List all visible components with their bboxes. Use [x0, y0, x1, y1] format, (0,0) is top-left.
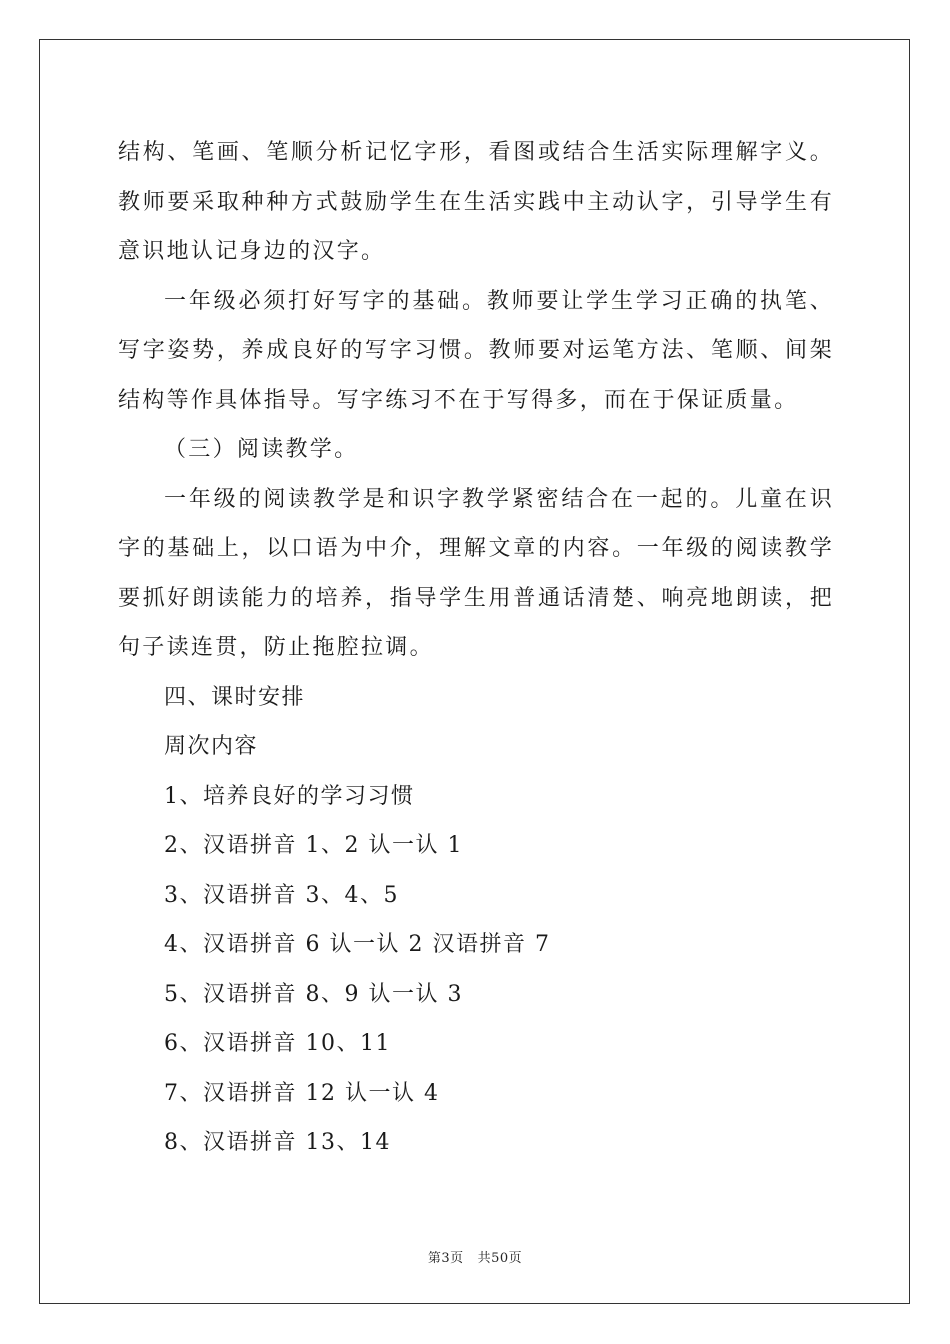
paragraph-reading: 一年级的阅读教学是和识字教学紧密结合在一起的。儿童在识字的基础上，以口语为中介，理解文章的内容。一年级的阅读教学要抓好朗读能力的培养，指导学生用普通话清楚、响亮地朗读，把句子读连贯，防止拖腔拉调。: [118, 486, 834, 660]
schedule-item: 5、汉语拼音 8、9 认一认 3: [164, 981, 463, 1007]
paragraph-literacy: 结构、笔画、笔顺分析记忆字形，看图或结合生活实际理解字义。教师要采取种种方式鼓励学生在生活实践中主动认字，引导学生有意识地认记身边的汉字。: [118, 140, 834, 264]
section-heading-schedule: 四、课时安排: [164, 684, 306, 710]
paragraph-writing: 一年级必须打好写字的基础。教师要让学生学习正确的执笔、写字姿势，养成良好的写字习惯。教师要对运笔方法、笔顺、间架结构等作具体指导。写字练习不在于写得多，而在于保证质量。: [118, 288, 834, 413]
schedule-item: 2、汉语拼音 1、2 认一认 1: [164, 833, 463, 858]
schedule-item: 3、汉语拼音 3、4、5: [164, 882, 399, 908]
subheading-reading: （三）阅读教学。: [164, 437, 359, 462]
page-total: 共50页: [477, 1251, 523, 1266]
page-number: 第3页: [427, 1251, 464, 1266]
document-body: [118, 128, 834, 1168]
schedule-item: 6、汉语拼音 10、11: [164, 1031, 391, 1056]
page-footer: [0, 1247, 950, 1266]
schedule-item: 4、汉语拼音 6 认一认 2 汉语拼音 7: [164, 932, 551, 957]
schedule-item: 1、培养良好的学习习惯: [164, 783, 415, 809]
schedule-item: 8、汉语拼音 13、14: [164, 1130, 391, 1155]
schedule-header: 周次内容: [164, 734, 259, 759]
schedule-item: 7、汉语拼音 12 认一认 4: [164, 1080, 440, 1106]
